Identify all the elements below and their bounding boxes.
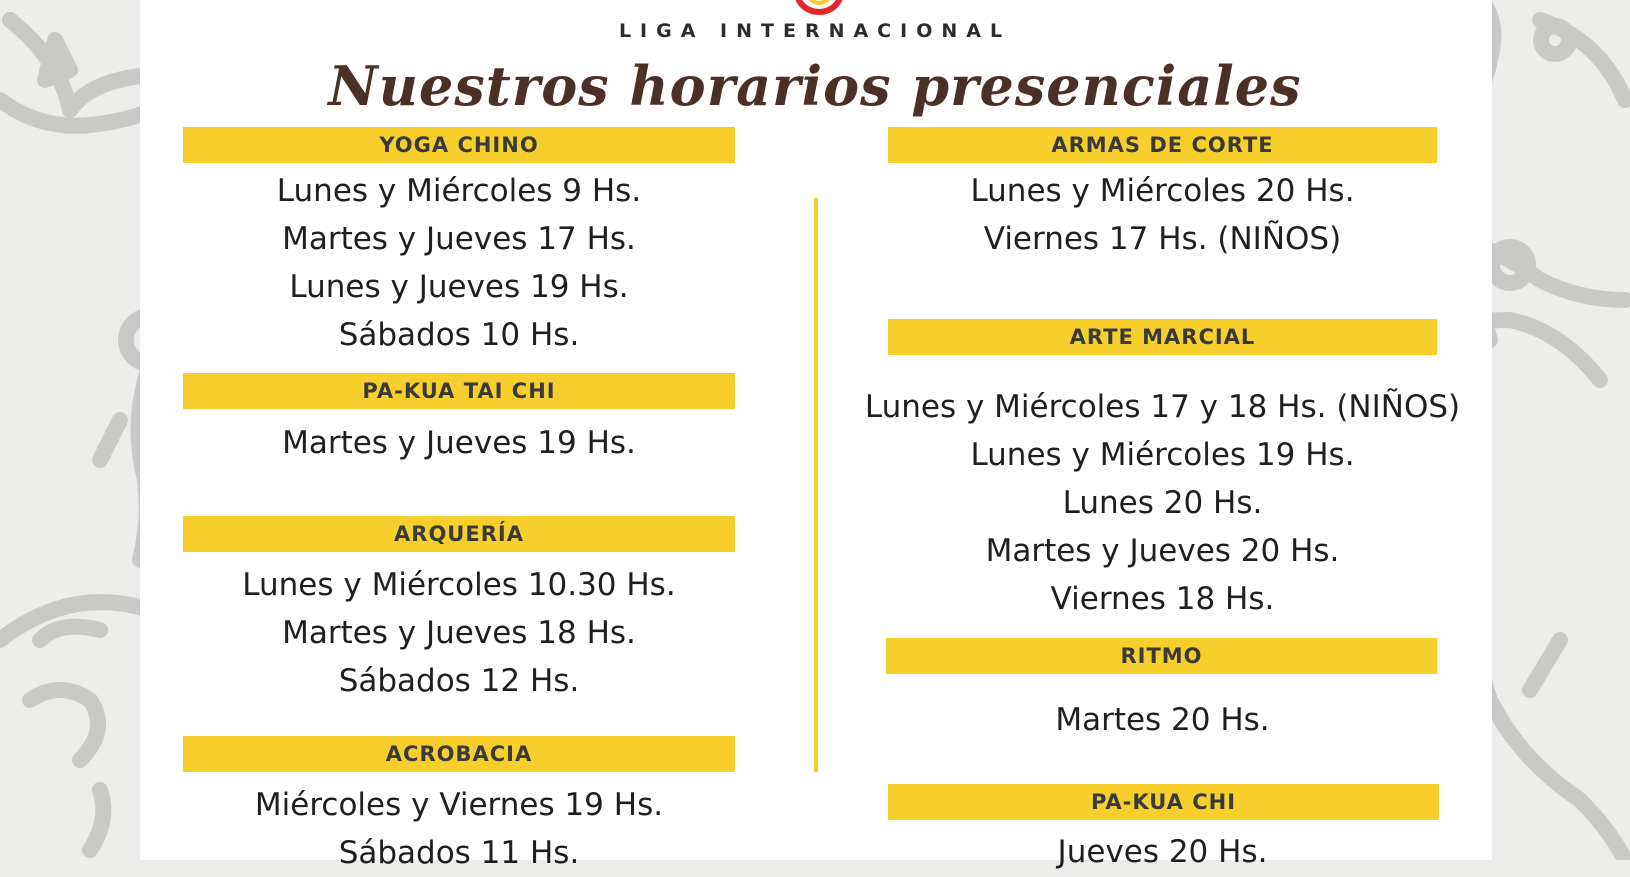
schedule-line: Viernes 17 Hs. (NIÑOS) bbox=[983, 221, 1342, 257]
category-acrobacia: ACROBACIA bbox=[183, 736, 735, 772]
schedule-line: Lunes 20 Hs. bbox=[1062, 485, 1263, 521]
schedule-line: Martes y Jueves 19 Hs. bbox=[282, 425, 636, 461]
schedule-line: Martes y Jueves 18 Hs. bbox=[282, 615, 636, 651]
category-arte-marcial: ARTE MARCIAL bbox=[888, 319, 1437, 355]
schedule-arte-marcial bbox=[840, 383, 1485, 623]
schedule-line: Lunes y Miércoles 17 y 18 Hs. (NIÑOS) bbox=[864, 389, 1461, 425]
category-ritmo: RITMO bbox=[886, 638, 1437, 674]
schedule-arqueria bbox=[183, 561, 735, 705]
category-pa-kua-chi: PA-KUA CHI bbox=[888, 784, 1439, 820]
schedule-armas-de-corte bbox=[840, 167, 1485, 263]
category-arqueria: ARQUERÍA bbox=[183, 516, 735, 552]
schedule-line: Sábados 11 Hs. bbox=[338, 835, 580, 871]
category-yoga-chino: YOGA CHINO bbox=[183, 127, 735, 163]
schedule-line: Viernes 18 Hs. bbox=[1050, 581, 1275, 617]
schedule-line: Miércoles y Viernes 19 Hs. bbox=[254, 787, 664, 823]
schedule-line: Lunes y Miércoles 10.30 Hs. bbox=[242, 567, 676, 603]
schedule-acrobacia bbox=[183, 781, 735, 877]
brand-name: LIGA INTERNACIONAL bbox=[618, 20, 1012, 42]
schedule-line: Martes y Jueves 20 Hs. bbox=[985, 533, 1340, 569]
schedule-line: Sábados 12 Hs. bbox=[338, 663, 580, 699]
page-title: Nuestros horarios presenciales bbox=[328, 54, 1302, 118]
schedule-pa-kua-tai-chi bbox=[183, 419, 735, 467]
schedule-ritmo bbox=[840, 696, 1485, 744]
schedule-line: Lunes y Miércoles 19 Hs. bbox=[970, 437, 1355, 473]
schedule-line: Martes y Jueves 17 Hs. bbox=[282, 221, 636, 257]
category-armas-de-corte: ARMAS DE CORTE bbox=[888, 127, 1437, 163]
logo-icon bbox=[795, 0, 843, 16]
category-pa-kua-tai-chi: PA-KUA TAI CHI bbox=[183, 373, 735, 409]
schedule-line: Martes 20 Hs. bbox=[1055, 702, 1270, 738]
schedule-line: Lunes y Miércoles 20 Hs. bbox=[970, 173, 1355, 209]
column-divider bbox=[814, 198, 818, 772]
schedule-yoga-chino bbox=[183, 167, 735, 359]
schedule-line: Lunes y Jueves 19 Hs. bbox=[289, 269, 629, 305]
schedule-line: Sábados 10 Hs. bbox=[338, 317, 580, 353]
schedule-line: Lunes y Miércoles 9 Hs. bbox=[276, 173, 642, 209]
schedule-line: Jueves 20 Hs. bbox=[1057, 834, 1268, 870]
schedule-pa-kua-chi bbox=[840, 828, 1485, 876]
